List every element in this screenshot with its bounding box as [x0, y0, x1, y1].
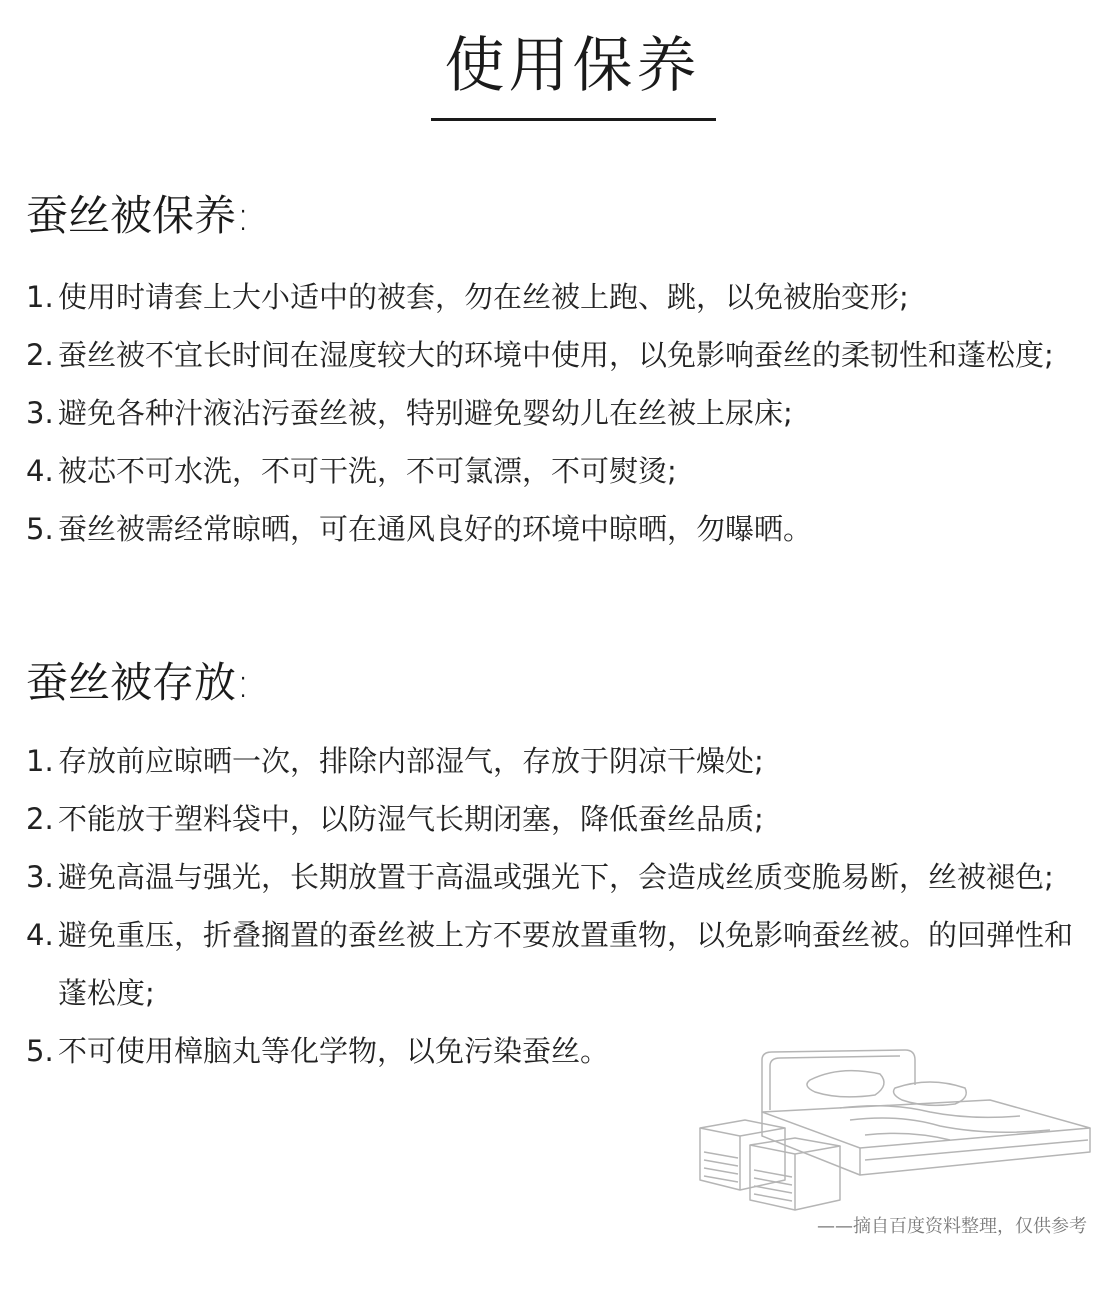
storage-item-4: 4. 避免重压，折叠搁置的蚕丝被上方不要放置重物，以免影响蚕丝被。的回弹性和蓬松度; — [26, 918, 1074, 1010]
care-item-1: 1. 使用时请套上大小适中的被套，勿在丝被上跑、跳，以免被胎变形; — [26, 280, 909, 314]
storage-list — [26, 732, 1085, 1080]
storage-heading: 蚕丝被存放: — [26, 658, 251, 707]
storage-item-1: 1. 存放前应晾晒一次，排除内部湿气，存放于阴凉干燥处; — [26, 744, 764, 778]
care-item-5: 5. 蚕丝被需经常晾晒，可在通风良好的环境中晾晒，勿曝晒。 — [26, 512, 813, 546]
source-note: ——摘自百度资料整理，仅供参考 — [817, 1216, 1087, 1237]
care-list — [26, 268, 1085, 558]
page-title: 使用保养 — [444, 31, 701, 101]
storage-item-3: 3. 避免高温与强光，长期放置于高温或强光下，会造成丝质变脆易断，丝被褪色; — [26, 860, 1054, 894]
care-heading: 蚕丝被保养: — [26, 191, 251, 240]
care-item-2: 2. 蚕丝被不宜长时间在湿度较大的环境中使用，以免影响蚕丝的柔韧性和蓬松度; — [26, 338, 1054, 372]
care-item-3: 3. 避免各种汁液沾污蚕丝被，特别避免婴幼儿在丝被上尿床; — [26, 396, 793, 430]
title-underline — [431, 118, 716, 121]
care-item-4: 4. 被芯不可水洗，不可干洗，不可氯漂，不可熨烫; — [26, 454, 677, 488]
storage-item-5: 5. 不可使用樟脑丸等化学物，以免污染蚕丝。 — [26, 1034, 610, 1068]
bed-sketch-illustration — [690, 1040, 1100, 1215]
storage-item-2: 2. 不能放于塑料袋中，以防湿气长期闭塞，降低蚕丝品质; — [26, 802, 764, 836]
